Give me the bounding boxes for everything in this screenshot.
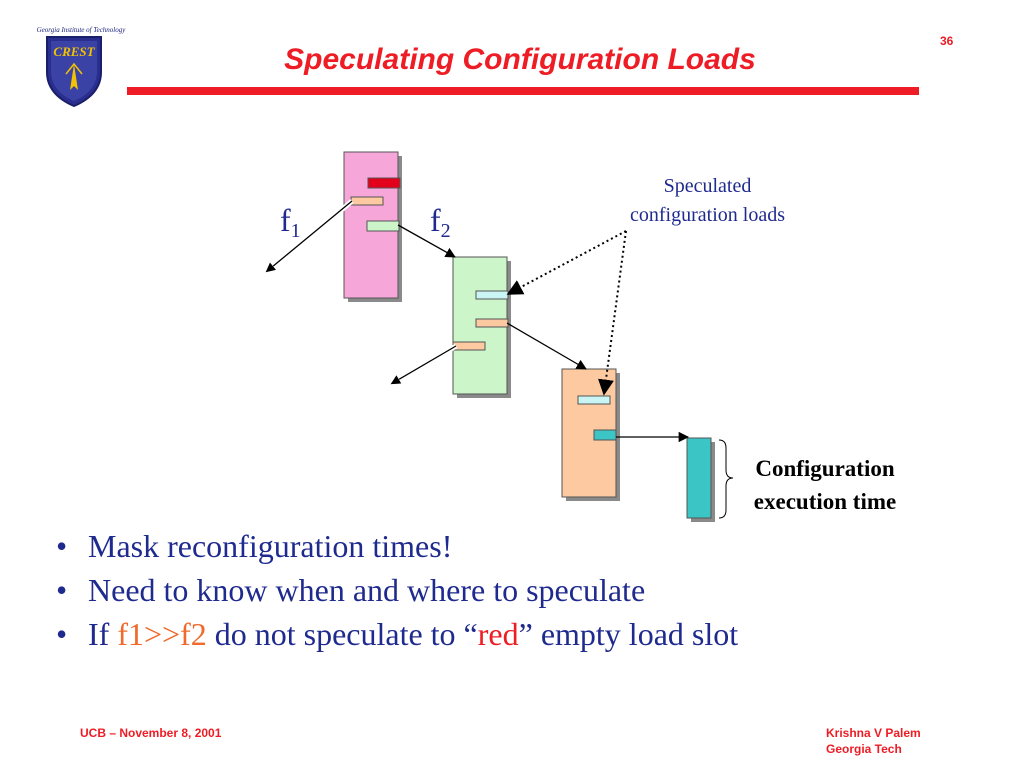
logo-caption: Georgia Institute of Technology <box>36 26 126 34</box>
speculated-arrow-1 <box>508 231 626 294</box>
f1-arrow <box>266 201 352 272</box>
block2-slot-orange <box>476 319 508 327</box>
block2-to-block3-arrow <box>507 323 586 369</box>
bullet-list <box>56 524 996 656</box>
slide-number: 36 <box>940 34 954 48</box>
f1-label: $f_1$ <box>280 202 301 242</box>
slide-title: Speculating Configuration Loads <box>284 43 756 76</box>
logo-text: CREST <box>53 44 95 59</box>
bullet-item: • Need to know when and where to speculate <box>56 572 646 608</box>
block2-left-arrow <box>391 346 456 384</box>
block1-slot-orange <box>351 197 383 205</box>
block1-slot-green <box>367 221 399 231</box>
block2-slot-orange-left <box>453 342 485 350</box>
f2-label: $f_2$ <box>430 202 451 242</box>
footer-date: UCB – November 8, 2001 <box>80 726 222 740</box>
red-empty-slot <box>368 178 400 188</box>
bullet-item: • If f1>>f2 do not speculate to “red” empty load slot <box>56 616 739 652</box>
bullet-item: • Mask reconfiguration times! <box>56 528 453 564</box>
block3-slot-teal <box>594 430 616 440</box>
execution-time-label: Configuration execution time <box>753 456 897 514</box>
footer-author: Krishna V Palem Georgia Tech <box>826 726 921 756</box>
execution-bar <box>687 438 711 518</box>
block3-slot-cyan <box>578 396 610 404</box>
speculated-loads-callout: Speculated configuration loads <box>630 175 785 226</box>
block2-slot-cyan <box>476 291 508 299</box>
